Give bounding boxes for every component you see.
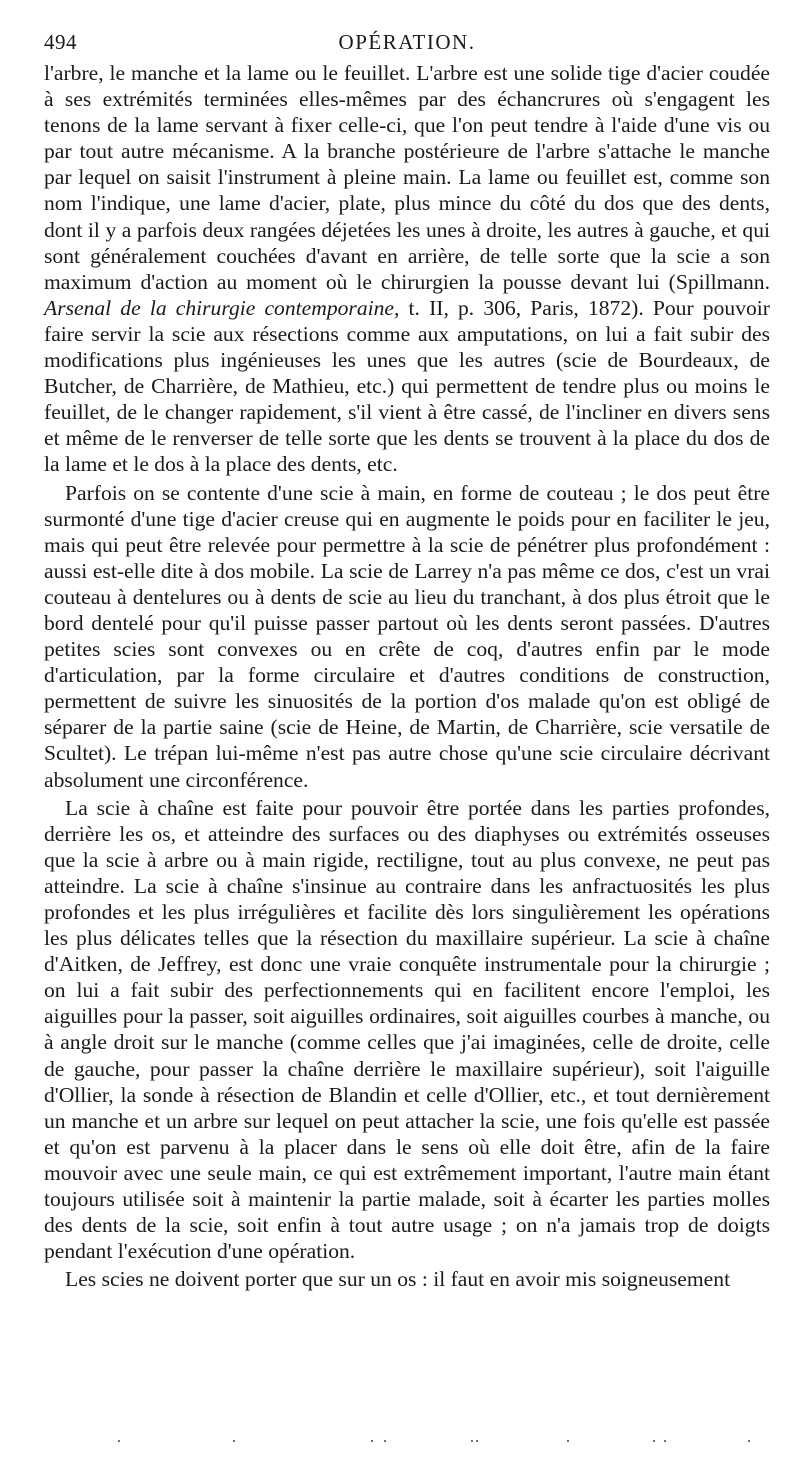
book-page: [44, 26, 770, 1292]
scan-speck: [567, 1440, 569, 1442]
paragraph: [44, 480, 770, 793]
scan-speck: [664, 1440, 666, 1442]
book-title-citation: Arsenal de la chirurgie contemporaine: [44, 295, 394, 320]
scan-speck: [471, 1440, 473, 1442]
paragraph: [44, 795, 770, 1265]
paragraph: [44, 60, 770, 478]
paragraph-text: Parfois on se contente d'une scie à main, en forme de couteau ; le dos peut être surmonté d'une tige d'acier creuse qui en augmente le poids pour en faciliter le jeu, mais qui peut être relevée pour permettre à la scie de pénétrer plus profondément : aussi est-elle dite à dos mobile. La scie de Larrey n'a pas même ce dos, c'est un vrai couteau à dentelures ou à dents de scie au lieu du tranchant, à dos plus étroit que le bord dentelé pour qu'il puisse passer partout où les dents seront passées. D'autres petites scies sont convexes ou en crête de coq, d'autres enfin par le mode d'articulation, par la forme circulaire et d'autres conditions de construction, permettent de suivre les sinuosités de la portion d'os malade qu'on est obligé de séparer de la partie saine (scie de Heine, de Martin, de Charrière, scie versatile de Scultet). Le trépan lui-même n'est pas autre chose qu'une scie circulaire décrivant absolument une circonférence.: [44, 480, 770, 792]
running-title: OPÉRATION.: [338, 30, 476, 54]
scan-specks: [0, 1440, 800, 1446]
running-head: [44, 26, 770, 60]
paragraph-text: Les scies ne doivent porter que sur un os : il faut en avoir mis soigneusement: [65, 1267, 731, 1292]
body-text: [44, 60, 770, 1292]
page-number: 494: [44, 30, 77, 54]
scan-speck: [233, 1440, 235, 1442]
paragraph: [44, 1266, 770, 1292]
scan-speck: [371, 1440, 373, 1442]
scan-speck: [476, 1440, 478, 1442]
scan-speck: [118, 1440, 120, 1442]
paragraph-text: , t. II, p. 306, Paris, 1872). Pour pouvoir faire servir la scie aux résections comme aux amputations, on lui a fait subir des modifications plus ingénieuses les unes que les autres (scie de Bourdeaux, de Butcher, de Charrière, de Mathieu, etc.) qui permettent de tendre plus ou moins le feuillet, de le changer rapidement, s'il vient à être cassé, de l'incliner en divers sens et même de le renverser de telle sorte que les dents se trouvent à la place du dos de la lame et le dos à la place des dents, etc.: [44, 295, 770, 477]
paragraph-text: l'arbre, le manche et la lame ou le feuillet. L'arbre est une solide tige d'acier coudée à ses extrémités terminées elles-mêmes par des échancrures où s'engagent les tenons de la lame servant à fixer celle-ci, que l'on peut tendre à l'aide d'une vis ou par tout autre mécanisme. A la branche postérieure de l'arbre s'attache le manche par lequel on saisit l'instrument à pleine main. La lame ou feuillet est, comme son nom l'indique, une lame d'acier, plate, plus mince du côté du dos que des dents, dont il y a parfois deux rangées déjetées les unes à droite, les autres à gauche, et qui sont généralement couchées d'avant en arrière, de telle sorte que la scie a son maximum d'action au moment où le chirurgien la pousse devant lui (Spillmann.: [44, 61, 770, 294]
scan-speck: [748, 1440, 750, 1442]
paragraph-text: La scie à chaîne est faite pour pouvoir être portée dans les parties profondes, derrière les os, et atteindre des surfaces ou des diaphyses ou extrémités osseuses que la scie à arbre ou à main rigide, rectiligne, tout au plus convexe, ne peut pas atteindre. La scie à chaîne s'insinue au contraire dans les anfractuosités les plus profondes et les plus irrégulières et facilite dès lors singulièrement les opérations les plus délicates telles que la résection du maxillaire supérieur. La scie à chaîne d'Aitken, de Jeffrey, est donc une vraie conquête instrumentale pour la chirurgie ; on lui a fait subir des perfectionnements qui en facilitent encore l'emploi, les aiguilles pour la passer, soit aiguilles ordinaires, soit aiguilles courbes à manche, ou à angle droit sur le manche (comme celles que j'ai imaginées, celle de droite, celle de gauche, pour passer la chaîne derrière le maxillaire supérieur), soit l'aiguille d'Ollier, la sonde à résection de Blandin et celle d'Ollier, etc., et tout dernièrement un manche et un arbre sur lequel on peut attacher la scie, une fois qu'elle est passée et qu'on est parvenu à la placer dans le sens où elle doit être, afin de la faire mouvoir avec une seule main, ce qui est extrêmement important, l'autre main étant toujours utilisée soit à maintenir la partie malade, soit à écarter les parties molles des dents de la scie, soit enfin à tout autre usage ; on n'a jamais trop de doigts pendant l'exécution d'une opération.: [44, 795, 770, 1264]
scan-speck: [384, 1440, 386, 1442]
scan-speck: [653, 1440, 655, 1442]
